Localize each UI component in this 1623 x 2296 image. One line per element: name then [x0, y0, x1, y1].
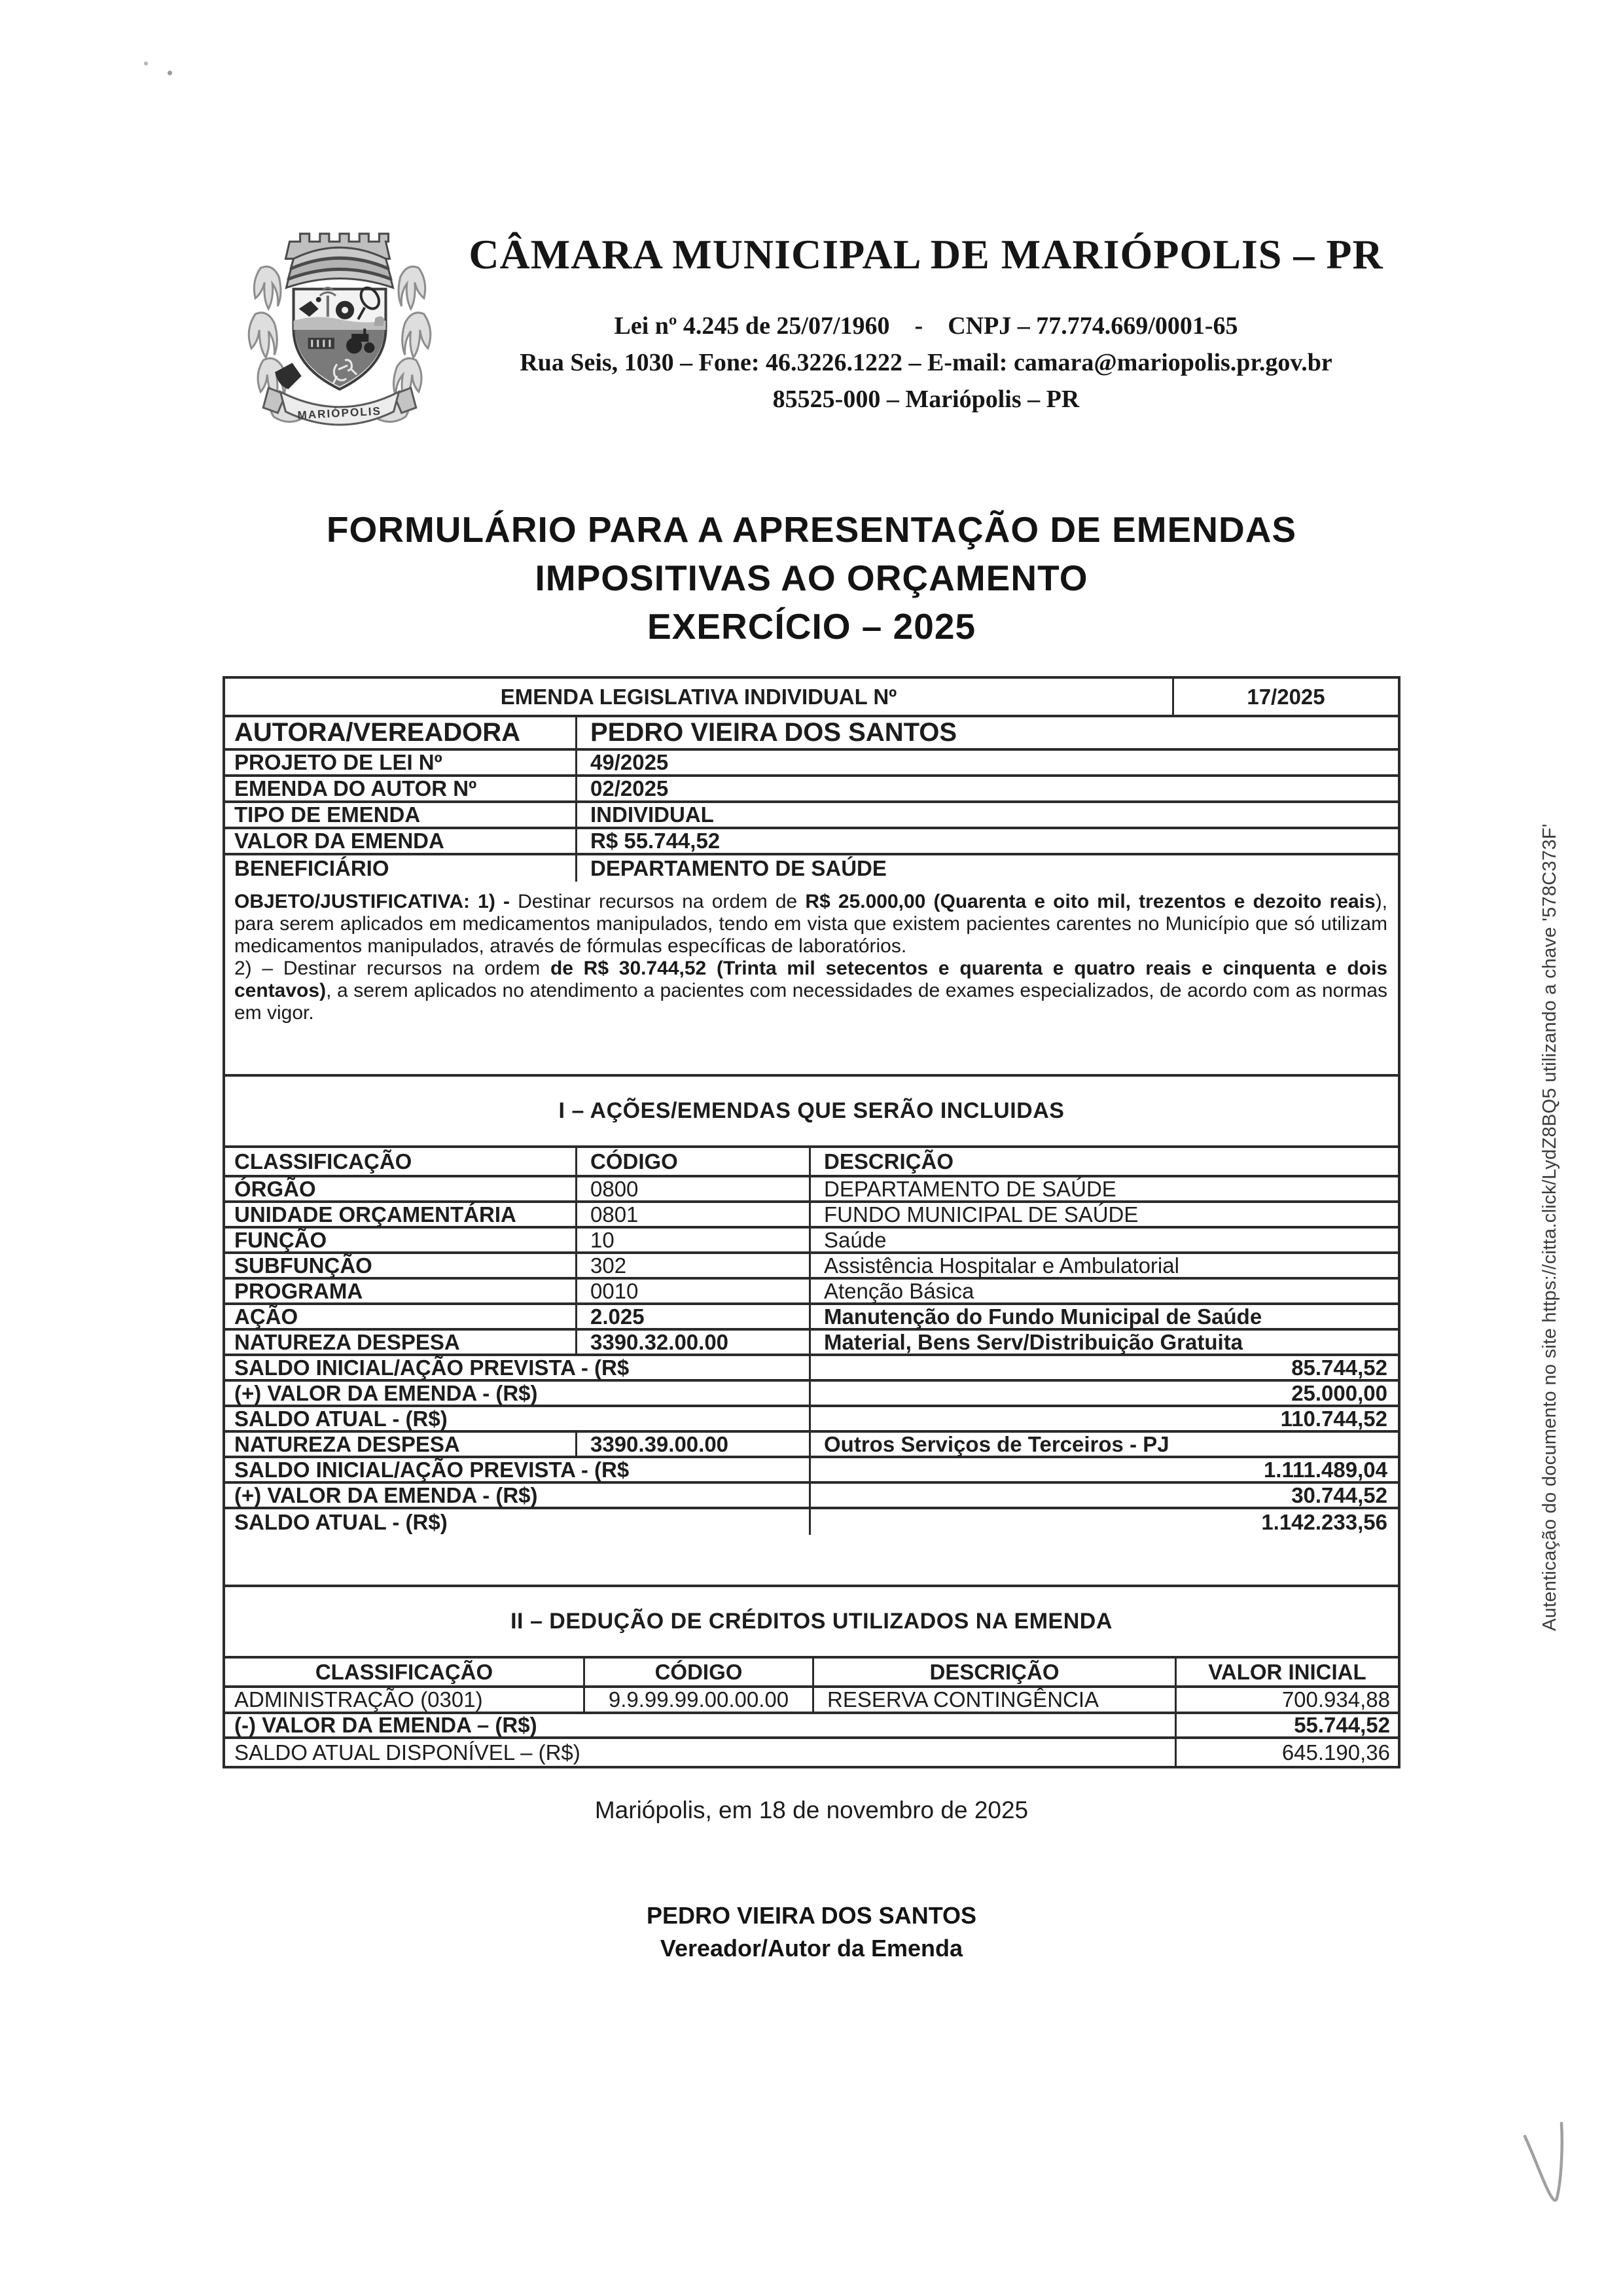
deduction-summary-label: SALDO ATUAL DISPONÍVEL – (R$): [225, 1739, 1177, 1766]
field-value: R$ 55.744,52: [590, 829, 721, 853]
justification-text-segment: OBJETO/JUSTIFICATIVA: 1) -: [234, 891, 518, 912]
amount-label: SALDO INICIAL/AÇÃO PREVISTA - (R$: [225, 1458, 811, 1481]
field-row: [225, 751, 1398, 777]
justification-text-segment: R$ 25.000,00 (Quarenta e oito mil, trezentos e dezoito reais: [805, 891, 1376, 912]
emenda-header-label: EMENDA LEGISLATIVA INDIVIDUAL Nº: [225, 679, 1174, 715]
letterhead-city: 85525-000 – Mariópolis – PR: [772, 386, 1080, 413]
classification-description: Assistência Hospitalar e Ambulatorial: [824, 1253, 1179, 1278]
classification-label: FUNÇÃO: [225, 1229, 577, 1251]
form-title: [223, 505, 1400, 651]
classification-code: 0801: [577, 1203, 811, 1226]
classification-label: SUBFUNÇÃO: [225, 1254, 577, 1277]
classification-row: [225, 1229, 1398, 1254]
section1-heading: I – AÇÕES/EMENDAS QUE SERÃO INCLUIDAS: [225, 1077, 1398, 1148]
field-row: [225, 829, 1398, 855]
deduction-classification: ADMINISTRAÇÃO (0301): [225, 1688, 585, 1712]
justification-text-segment: de R$ 30.744,52 (Trinta mil setecentos e quarenta e quatro reais e cinquenta e dois centavos): [234, 958, 1388, 1001]
field-label: EMENDA DO AUTOR Nº: [225, 777, 577, 800]
justification-text: [225, 882, 1398, 1074]
organization-name: CÂMARA MUNICIPAL DE MARIÓPOLIS – PR: [469, 231, 1383, 278]
amount-value: 1.142.233,56: [1261, 1509, 1387, 1534]
classification-row: [225, 1254, 1398, 1280]
field-label: PROJETO DE LEI Nº: [225, 751, 577, 774]
scan-speck: [144, 62, 148, 65]
letterhead-address: Rua Seis, 1030 – Fone: 46.3226.1222 – E-mail: camara@mariopolis.pr.gov.br: [520, 349, 1332, 376]
column-header: CLASSIFICAÇÃO: [225, 1148, 577, 1175]
classification-label: PROGRAMA: [225, 1280, 577, 1302]
section2-heading: II – DEDUÇÃO DE CRÉDITOS UTILIZADOS NA EMENDA: [225, 1587, 1398, 1659]
justification-text-segment: ), para serem aplicados em medicamentos manipulados, tendo em vista que existem pacientes carentes no Município que só utilizam medicamentos manipulados, através de fórmulas específicas de laboratórios.: [234, 891, 1387, 957]
amount-row: [225, 1356, 1398, 1382]
classification-label: NATUREZA DESPESA: [225, 1433, 577, 1456]
amount-value: 110.744,52: [1280, 1406, 1387, 1431]
classification-code: 10: [577, 1229, 811, 1251]
classification-label: NATUREZA DESPESA: [225, 1331, 577, 1354]
amount-label: SALDO ATUAL - (R$): [225, 1509, 811, 1535]
form-title-line2: IMPOSITIVAS AO ORÇAMENTO: [535, 558, 1088, 598]
spacer-row: [225, 1535, 1398, 1587]
deduction-value: 700.934,88: [1281, 1687, 1390, 1712]
emenda-header-row: [225, 679, 1398, 717]
amount-value: 85.744,52: [1291, 1355, 1387, 1380]
classification-row: [225, 1203, 1398, 1229]
date-line: Mariópolis, em 18 de novembro de 2025: [594, 1797, 1029, 1823]
field-row: [225, 803, 1398, 829]
classification-row: [225, 1331, 1398, 1356]
classification-row: [225, 1305, 1398, 1331]
deduction-summary-row: [225, 1739, 1398, 1766]
deduction-summary-label: (-) VALOR DA EMENDA – (R$): [225, 1714, 1177, 1736]
justification-text-segment: , a serem aplicados no atendimento a pacientes com necessidades de exames especializados, de acordo com as normas em vigor.: [234, 980, 1387, 1024]
field-value: INDIVIDUAL: [590, 802, 714, 827]
justification-paragraph: [234, 958, 1387, 1024]
classification-description: Saúde: [824, 1227, 887, 1252]
classification-description: DEPARTAMENTO DE SAÚDE: [824, 1176, 1116, 1201]
deduction-code: 9.9.99.99.00.00.00: [585, 1688, 814, 1712]
classification-code: 2.025: [577, 1305, 811, 1328]
field-label: BENEFICIÁRIO: [225, 855, 577, 882]
amount-row: [225, 1509, 1398, 1535]
deduction-row: [225, 1688, 1398, 1714]
municipal-coat-of-arms-logo: [241, 221, 438, 433]
amount-row: [225, 1382, 1398, 1407]
classification-description: Manutenção do Fundo Municipal de Saúde: [824, 1304, 1262, 1329]
classification-code: 0010: [577, 1280, 811, 1302]
deduction-description: RESERVA CONTINGÊNCIA: [814, 1688, 1177, 1712]
classification-label: AÇÃO: [225, 1305, 577, 1328]
column-header: CLASSIFICAÇÃO: [225, 1659, 585, 1685]
section2-rows: [225, 1659, 1398, 1766]
classification-description: Atenção Básica: [824, 1278, 974, 1303]
amount-value: 25.000,00: [1291, 1380, 1387, 1405]
logo-banner-text: MARIÓPOLIS: [297, 404, 382, 422]
classification-description: FUNDO MUNICIPAL DE SAÚDE: [824, 1202, 1139, 1227]
letterhead: [445, 230, 1407, 418]
handwritten-checkmark: [1520, 2118, 1578, 2216]
classification-description: Material, Bens Serv/Distribuição Gratuita: [824, 1329, 1243, 1354]
field-label: TIPO DE EMENDA: [225, 803, 577, 827]
amount-value: 1.111.489,04: [1263, 1457, 1387, 1482]
emenda-form-table: [223, 676, 1400, 1768]
letterhead-law-cnpj: Lei nº 4.245 de 25/07/1960 - CNPJ – 77.774.669/0001-65: [614, 312, 1238, 340]
section2-header-row: [225, 1659, 1398, 1688]
amount-label: (+) VALOR DA EMENDA - (R$): [225, 1382, 811, 1405]
classification-label: UNIDADE ORÇAMENTÁRIA: [225, 1203, 577, 1226]
justification-paragraph: [234, 891, 1387, 958]
amount-label: SALDO INICIAL/AÇÃO PREVISTA - (R$: [225, 1356, 811, 1379]
scan-speck: [168, 71, 172, 75]
classification-code: 302: [577, 1254, 811, 1277]
column-header: VALOR INICIAL: [1208, 1659, 1366, 1684]
section1-header-row: [225, 1148, 1398, 1177]
classification-row: [225, 1280, 1398, 1305]
classification-code: 0800: [577, 1177, 811, 1200]
justification-text-segment: Destinar recursos na ordem de: [518, 891, 806, 912]
field-row: [225, 717, 1398, 751]
field-row: [225, 777, 1398, 803]
field-label: VALOR DA EMENDA: [225, 829, 577, 853]
amount-label: (+) VALOR DA EMENDA - (R$): [225, 1484, 811, 1507]
form-title-line1: FORMULÁRIO PARA A APRESENTAÇÃO DE EMENDAS: [326, 509, 1297, 550]
amount-row: [225, 1484, 1398, 1509]
column-header: DESCRIÇÃO: [824, 1149, 954, 1174]
column-header: CÓDIGO: [585, 1659, 814, 1685]
amount-row: [225, 1407, 1398, 1433]
classification-code: 3390.32.00.00: [577, 1331, 811, 1354]
amount-value: 30.744,52: [1291, 1482, 1387, 1507]
justification-text-segment: 2) – Destinar recursos na ordem: [234, 958, 550, 979]
classification-code: 3390.39.00.00: [577, 1433, 811, 1456]
classification-label: ÓRGÃO: [225, 1177, 577, 1200]
deduction-summary-value: 55.744,52: [1294, 1713, 1390, 1737]
info-rows: [225, 717, 1398, 882]
field-label: AUTORA/VEREADORA: [225, 717, 577, 748]
field-value: PEDRO VIEIRA DOS SANTOS: [590, 718, 957, 747]
amount-label: SALDO ATUAL - (R$): [225, 1407, 811, 1430]
justification-row: [225, 882, 1398, 1077]
classification-description: Outros Serviços de Terceiros - PJ: [824, 1431, 1169, 1456]
signer-name: PEDRO VIEIRA DOS SANTOS: [646, 1902, 977, 1929]
column-header: DESCRIÇÃO: [814, 1659, 1177, 1685]
field-value: 02/2025: [590, 776, 669, 800]
field-value: DEPARTAMENTO DE SAÚDE: [590, 856, 887, 880]
signature-block: [223, 1899, 1400, 1965]
amount-row: [225, 1458, 1398, 1484]
classification-row: [225, 1433, 1398, 1458]
column-header: CÓDIGO: [577, 1148, 811, 1175]
classification-row: [225, 1177, 1398, 1203]
coat-of-arms-icon: [241, 221, 438, 433]
deduction-summary-value: 645.190,36: [1281, 1740, 1390, 1765]
section1-rows: [225, 1148, 1398, 1535]
signer-role: Vereador/Autor da Emenda: [660, 1935, 963, 1962]
authentication-note: Autenticação do documento no site https://citta.click/LydZ8BQ5 utilizando a chave '578C373F': [1539, 823, 1560, 1631]
field-value: 49/2025: [590, 750, 669, 774]
deduction-summary-row: [225, 1714, 1398, 1739]
field-row: [225, 855, 1398, 882]
emenda-number: 17/2025: [1247, 684, 1325, 709]
form-title-line3: EXERCÍCIO – 2025: [647, 606, 976, 647]
